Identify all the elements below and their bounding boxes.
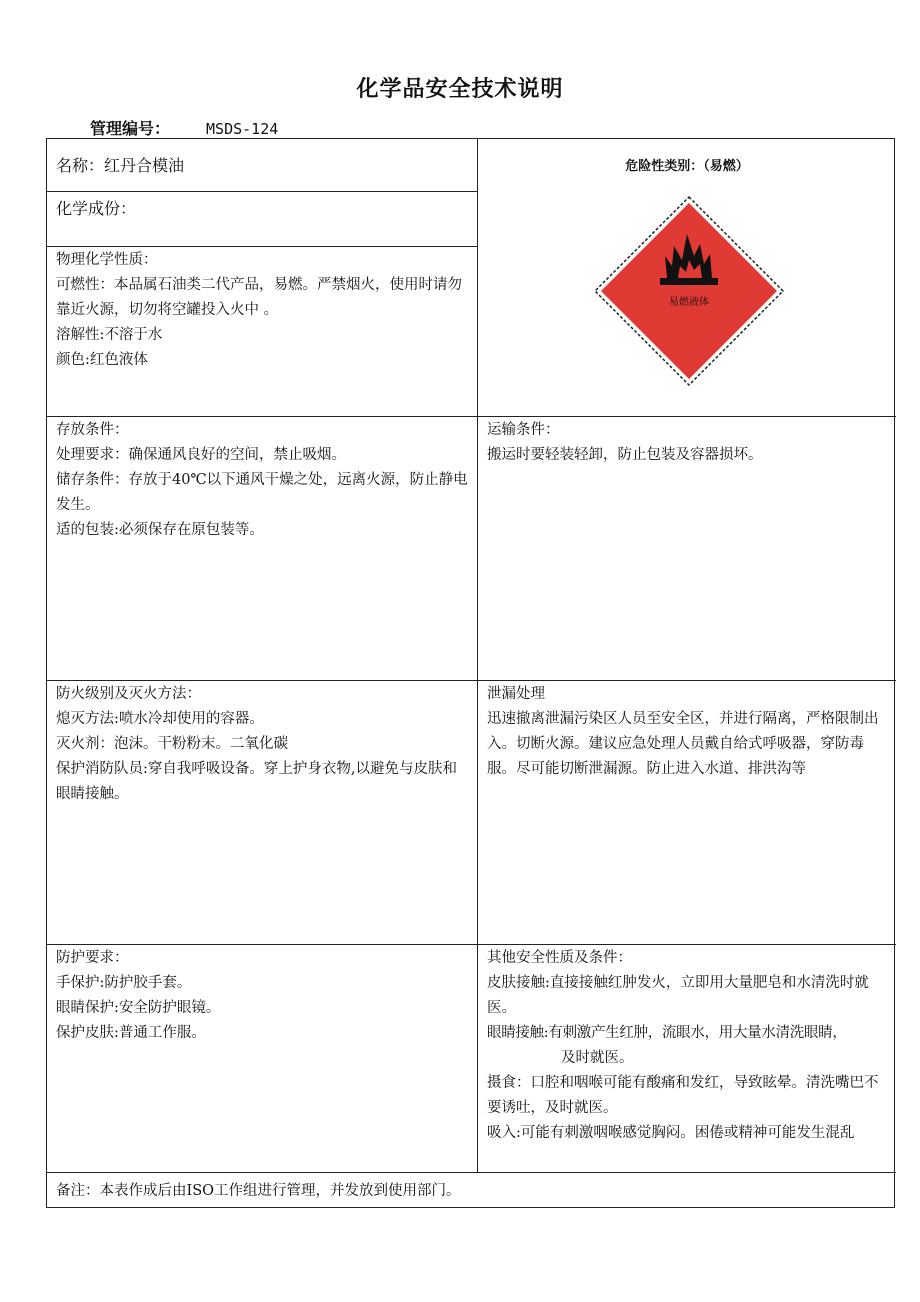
physical-solubility: 溶解性:不溶于水 <box>56 327 163 343</box>
fire-fighting <box>56 682 468 807</box>
leak-handling <box>487 682 883 782</box>
product-name: 名称：红丹合模油 <box>56 156 185 175</box>
physical-properties <box>56 248 466 373</box>
fire-extinguish-method: 熄灭方法:喷水冷却使用的容器。 <box>56 711 264 727</box>
other-heading: 其他安全性质及条件： <box>487 950 632 966</box>
hazard-category: 危险性类别：（易燃） <box>625 159 749 174</box>
protection-requirements <box>56 946 468 1046</box>
other-inhalation: 吸入:可能有刺激咽喉感觉胸闷。困倦或精神可能发生混乱 <box>487 1125 855 1141</box>
msds-table <box>46 138 895 1208</box>
fire-extinguishing-agent: 灭火剂：泡沫。干粉粉末。二氧化碳 <box>56 736 288 752</box>
protection-eyes: 眼睛保护:安全防护眼镜。 <box>56 1000 221 1016</box>
physical-flammability: 可燃性：本品属石油类二代产品，易燃。严禁烟火，使用时请勿靠近火源，切勿将空罐投入火中 。 <box>56 277 462 318</box>
document-title: 化学品安全技术说明 <box>356 77 564 102</box>
storage-conditions <box>56 418 468 543</box>
flame-icon <box>592 194 786 388</box>
leak-text: 迅速撤离泄漏污染区人员至安全区，并进行隔离，严格限制出入。切断火源。建议应急处理人员戴自给式呼吸器，穿防毒服。尽可能切断泄漏源。防止进入水道、排洪沟等 <box>487 711 879 777</box>
protection-skin: 保护皮肤:普通工作服。 <box>56 1025 206 1041</box>
transport-conditions <box>487 418 887 468</box>
physical-color: 颜色:红色液体 <box>56 352 148 368</box>
storage-packaging: 适的包装:必须保存在原包装等。 <box>56 522 264 538</box>
management-label: 管理编号： <box>90 119 171 138</box>
storage-heading: 存放条件： <box>56 422 129 438</box>
transport-heading: 运输条件： <box>487 422 560 438</box>
hazard-sign-text: 易燃液体 <box>669 297 709 308</box>
protection-hands: 手保护:防护胶手套。 <box>56 975 192 991</box>
fire-firefighter-protection: 保护消防队员:穿自我呼吸设备。穿上护身衣物,以避免与皮肤和眼睛接触。 <box>56 761 457 802</box>
fire-heading: 防火级别及灭火方法： <box>56 686 201 702</box>
leak-heading: 泄漏处理 <box>487 686 545 702</box>
other-skin-contact: 皮肤接触:直接接触红肿发火，立即用大量肥皂和水清洗时就医。 <box>487 975 869 1016</box>
other-ingestion: 摄食：口腔和咽喉可能有酸痛和发红，导致眩晕。清洗嘴巴不要诱吐，及时就医。 <box>487 1075 879 1116</box>
other-safety-properties <box>487 946 893 1146</box>
other-eye-contact-cont: 及时就医。 <box>561 1050 634 1066</box>
storage-condition: 储存条件：存放于40℃以下通风干燥之处，远离火源，防止静电发生。 <box>56 472 468 513</box>
remark: 备注：本表作成后由ISO工作组进行管理，并发放到使用部门。 <box>56 1183 461 1199</box>
chemical-composition: 化学成份： <box>56 199 137 218</box>
storage-handling: 处理要求：确保通风良好的空间，禁止吸烟。 <box>56 447 346 463</box>
management-number <box>90 116 314 139</box>
management-code: MSDS-124 <box>170 120 314 139</box>
physical-heading: 物理化学性质： <box>56 252 158 268</box>
flammable-hazard-sign <box>592 194 786 388</box>
protection-heading: 防护要求： <box>56 950 129 966</box>
other-eye-contact: 眼睛接触:有刺激产生红肿，流眼水，用大量水清洗眼睛， <box>487 1025 847 1041</box>
transport-text: 搬运时要轻装轻卸，防止包装及容器损坏。 <box>487 447 763 463</box>
